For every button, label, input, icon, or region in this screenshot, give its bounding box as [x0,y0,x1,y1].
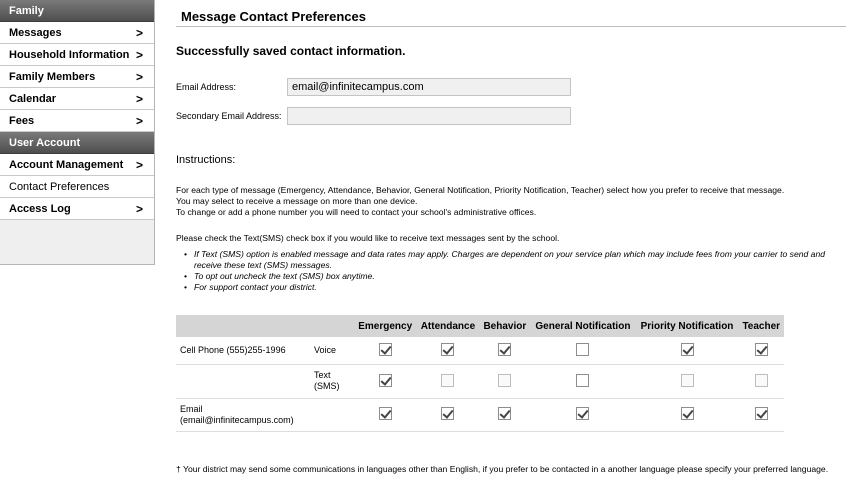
preference-cell [739,337,785,364]
preference-cell [530,364,635,398]
preference-checkbox[interactable] [755,343,768,356]
list-item: • To opt out uncheck the text (SMS) box anytime. [184,271,846,282]
table-row [176,398,784,431]
table-header: General Notification [530,315,635,337]
sidebar-item-contact-preferences[interactable] [0,176,154,198]
table-header: Emergency [354,315,416,337]
sidebar-item-label: Messages [9,27,62,39]
table-header-device [176,315,310,337]
preference-cell [530,398,635,431]
preference-checkbox[interactable] [441,374,454,387]
preference-checkbox[interactable] [498,374,511,387]
preference-checkbox[interactable] [681,374,694,387]
preference-checkbox[interactable] [379,343,392,356]
preference-checkbox[interactable] [576,343,589,356]
preference-cell [479,364,530,398]
sidebar-item-label: Fees [9,115,35,127]
preference-cell [354,364,416,398]
chevron-right-icon: > [135,70,143,84]
delivery-mode-label: Voice [310,337,354,364]
success-message: Successfully saved contact information. [176,44,406,58]
device-label: Email (email@infinitecampus.com) [176,398,310,431]
sidebar-item-label: Contact Preferences [9,181,110,193]
chevron-right-icon: > [135,202,143,216]
sidebar-item-label: Access Log [9,203,71,215]
sidebar-item-calendar[interactable] [0,88,154,110]
device-label [176,364,310,398]
table-header: Attendance [416,315,479,337]
preference-checkbox[interactable] [755,407,768,420]
preference-cell [479,398,530,431]
chevron-right-icon: > [135,26,143,40]
preference-cell [739,398,785,431]
table-header: Priority Notification [636,315,739,337]
preference-cell [479,337,530,364]
table-header: Teacher [739,315,785,337]
preference-checkbox[interactable] [576,407,589,420]
email-field[interactable] [287,78,571,96]
sidebar-section-user-account: User Account [0,132,154,154]
preference-checkbox[interactable] [379,407,392,420]
language-footnote: † Your district may send some communications in languages other than English, if you prefer to be contacted in a another language please specify your preferred language. [176,464,829,474]
preference-cell [354,337,416,364]
sidebar [0,0,155,265]
sidebar-item-household-information[interactable] [0,44,154,66]
table-header-mode [310,315,354,337]
preference-checkbox[interactable] [576,374,589,387]
secondary-email-field[interactable] [287,107,571,125]
delivery-mode-label: Text (SMS) [310,364,354,398]
table-header-row [176,315,784,337]
preference-cell [530,337,635,364]
list-item: • If Text (SMS) option is enabled message and data rates may apply. Charges are dependent on your service plan which may include fees from your carrier to send and receive these text (SMS) messages. [184,249,846,271]
table-row [176,337,784,364]
preference-checkbox[interactable] [498,343,511,356]
chevron-right-icon: > [135,92,143,106]
sms-instructions: Please check the Text(SMS) check box if you would like to receive text messages sent by the school. [176,233,560,243]
preference-cell [636,364,739,398]
instructions-line: You may select to receive a message on more than one device. [176,196,418,206]
sidebar-item-messages[interactable] [0,22,154,44]
sidebar-item-label: Calendar [9,93,57,105]
instructions-heading: Instructions: [176,154,236,166]
device-label: Cell Phone (555)255-1996 [176,337,310,364]
sms-notes-list [184,249,846,293]
instructions-line: To change or add a phone number you will need to contact your school's administrative offices. [176,207,537,217]
chevron-right-icon: > [135,158,143,172]
page-title: Message Contact Preferences [176,0,846,27]
sidebar-item-fees[interactable] [0,110,154,132]
preference-cell [354,398,416,431]
sidebar-section-family: Family [0,0,154,22]
preference-cell [636,337,739,364]
preference-checkbox[interactable] [379,374,392,387]
preference-checkbox[interactable] [441,407,454,420]
chevron-right-icon: > [135,114,143,128]
preference-cell [416,364,479,398]
preference-cell [636,398,739,431]
sidebar-item-account-management[interactable] [0,154,154,176]
instructions-line: For each type of message (Emergency, Attendance, Behavior, General Notification, Priority Notification, Teacher) select how you prefer to receive that message. [176,185,785,195]
sidebar-filler [0,220,154,263]
delivery-mode-label [310,398,354,431]
preference-checkbox[interactable] [681,407,694,420]
preference-checkbox[interactable] [441,343,454,356]
email-label: Email Address: [176,82,237,92]
sidebar-item-label: Account Management [9,159,124,171]
chevron-right-icon: > [135,48,143,62]
sidebar-item-label: Household Information [9,49,130,61]
preference-checkbox[interactable] [755,374,768,387]
table-row [176,364,784,398]
preference-cell [416,337,479,364]
sidebar-item-family-members[interactable] [0,66,154,88]
preference-cell [416,398,479,431]
preferences-table [176,315,784,432]
preference-checkbox[interactable] [498,407,511,420]
sidebar-item-label: Family Members [9,71,96,83]
list-item: • For support contact your district. [184,282,846,293]
secondary-email-label: Secondary Email Address: [176,111,282,121]
table-header: Behavior [479,315,530,337]
main-content [176,0,846,474]
preference-cell [739,364,785,398]
preference-checkbox[interactable] [681,343,694,356]
sidebar-item-access-log[interactable] [0,198,154,220]
